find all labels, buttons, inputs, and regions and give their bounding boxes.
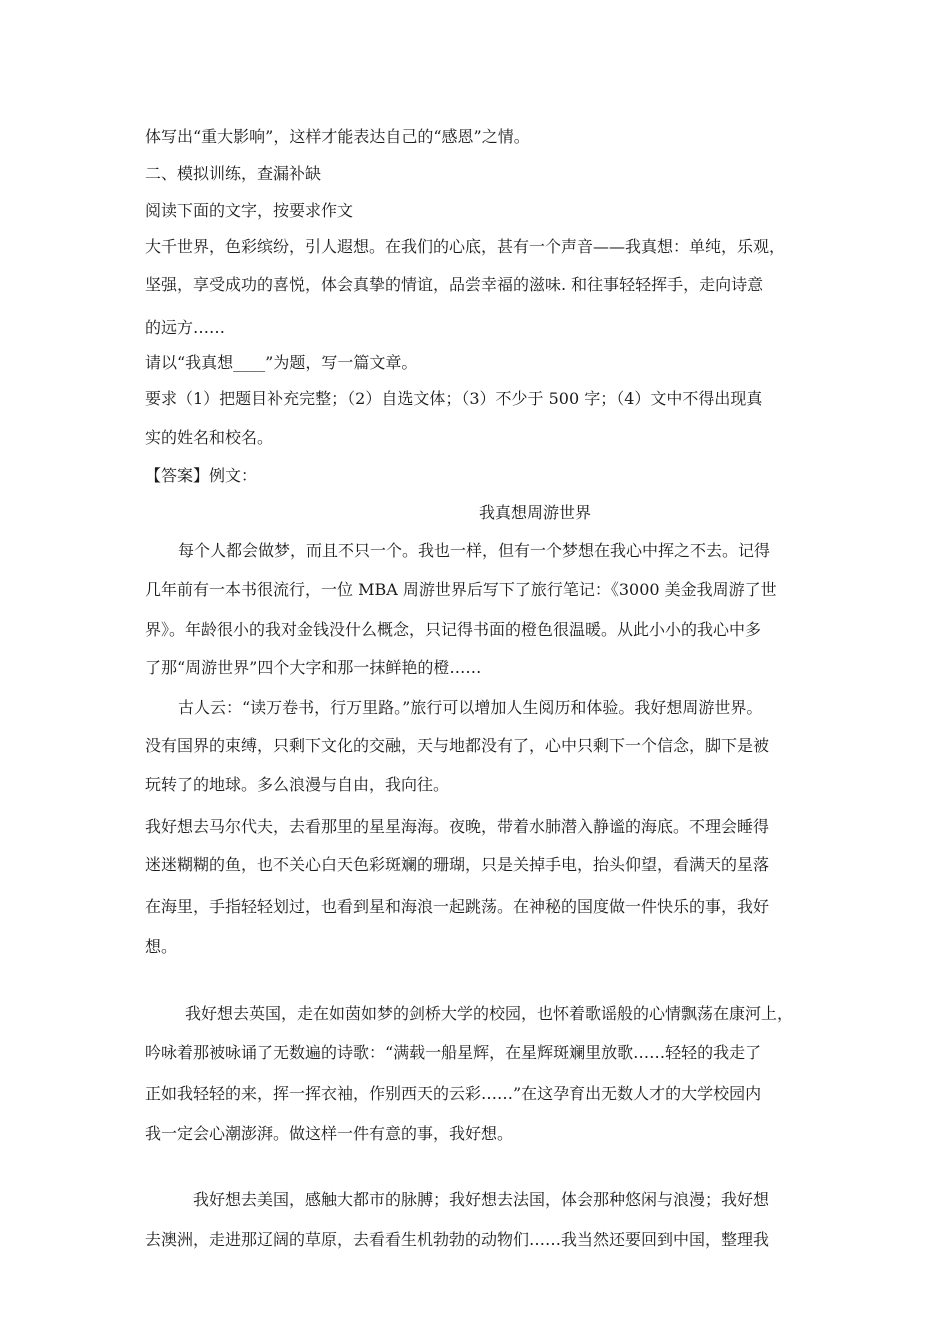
text-line: 坚强，享受成功的喜悦，体会真挚的情谊，品尝幸福的滋味. 和往事轻轻挥手，走向诗意: [145, 275, 764, 294]
text-line: 想。: [145, 937, 178, 956]
text-line: 吟咏着那被咏诵了无数遍的诗歌：“满载一船星辉，在星辉斑斓里放歌……轻轻的我走了: [145, 1043, 762, 1062]
text-line: 古人云：“读万卷书，行万里路。”旅行可以增加人生阅历和体验。我好想周游世界。: [178, 698, 763, 717]
text-line: 正如我轻轻的来，挥一挥衣袖，作别西天的云彩……”在这孕育出无数人才的大学校园内: [145, 1084, 762, 1103]
text-line: 去澳洲，走进那辽阔的草原，去看看生机勃勃的动物们……我当然还要回到中国，整理我: [145, 1230, 770, 1249]
text-line: 玩转了的地球。多么浪漫与自由，我向往。: [145, 775, 450, 794]
text-line: 在海里，手指轻轻划过，也看到星和海浪一起跳荡。在神秘的国度做一件快乐的事，我好: [145, 897, 770, 916]
text-line: 我好想去马尔代夫，去看那里的星星海海。夜晚，带着水肺潜入静谧的海底。不理会睡得: [145, 817, 770, 836]
text-line: 我一定会心潮澎湃。做这样一件有意的事，我好想。: [145, 1124, 514, 1143]
text-line: 阅读下面的文字，按要求作文: [145, 201, 354, 220]
text-line: 了那“周游世界”四个大字和那一抹鲜艳的橙……: [145, 658, 482, 677]
text-line: 没有国界的束缚，只剩下文化的交融，天与地都没有了，心中只剩下一个信念，脚下是被: [145, 736, 770, 755]
text-line: 迷迷糊糊的鱼，也不关心白天色彩斑斓的珊瑚，只是关掉手电，抬头仰望，看满天的星落: [145, 855, 770, 874]
text-line: 大千世界，色彩缤纷，引人遐想。在我们的心底，甚有一个声音——我真想：单纯，乐观，: [145, 237, 786, 256]
section-heading: 二、模拟训练，查漏补缺: [145, 164, 322, 183]
text-line: 体写出“重大影响”，这样才能表达自己的“感恩”之情。: [145, 127, 530, 146]
text-line: 请以“我真想____”为题，写一篇文章。: [145, 353, 418, 372]
text-line: 界》。年龄很小的我对金钱没什么概念，只记得书面的橙色很温暖。从此小小的我心中多: [145, 620, 762, 639]
text-line: 要求（1）把题目补充完整；（2）自选文体；（3）不少于 500 字；（4）文中不得出现真: [145, 389, 763, 408]
answer-label: 【答案】例文：: [145, 466, 258, 485]
text-line: 我好想去英国，走在如茵如梦的剑桥大学的校园，也怀着歌谣般的心情飘荡在康河上，: [185, 1004, 794, 1023]
text-line: 我好想去美国，感触大都市的脉膊；我好想去法国，体会那种悠闲与浪漫；我好想: [193, 1190, 770, 1209]
text-line: 几年前有一本书很流行，一位 MBA 周游世界后写下了旅行笔记：《3000 美金我周游了世: [145, 580, 777, 599]
text-line: 的远方……: [145, 318, 226, 337]
text-line: 实的姓名和校名。: [145, 428, 274, 447]
text-line: 每个人都会做梦，而且不只一个。我也一样，但有一个梦想在我心中挥之不去。记得: [178, 541, 771, 560]
essay-title: 我真想周游世界: [478, 503, 591, 522]
